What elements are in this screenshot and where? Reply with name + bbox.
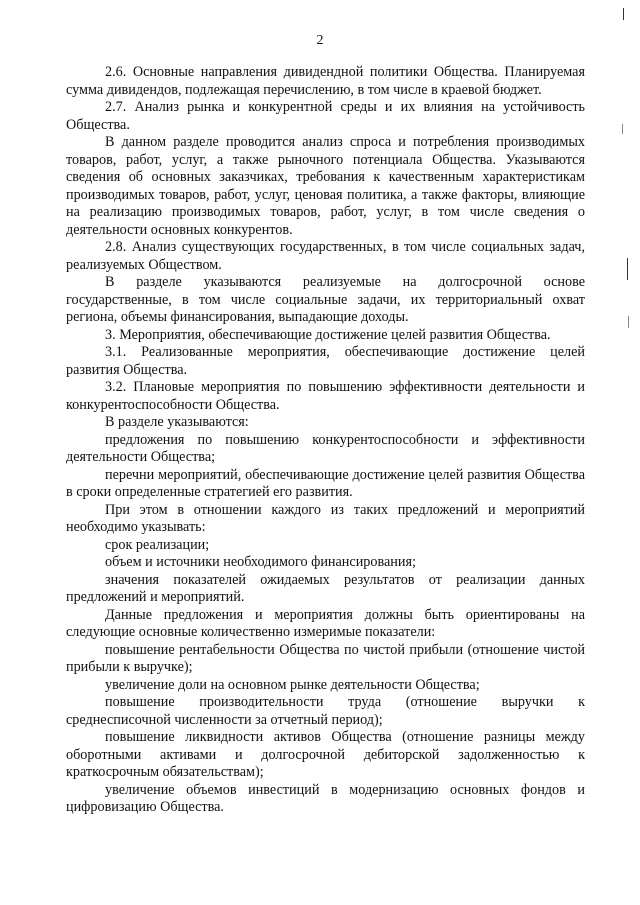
paragraph: повышение производительности труда (отношение выручки к среднесписочной численности за отчетный период); bbox=[66, 694, 585, 728]
paragraph: В разделе указываются реализуемые на долгосрочной основе государственные, в том числе социальные задачи, их территориальный охват региона, объемы финансирования, выпадающие доходы. bbox=[66, 274, 585, 325]
scan-mark bbox=[627, 258, 628, 280]
paragraph: срок реализации; bbox=[105, 536, 210, 553]
paragraph: увеличение доли на основном рынке деятельности Общества; bbox=[105, 676, 480, 693]
paragraph: 3.2. Плановые мероприятия по повышению эффективности деятельности и конкурентоспособности Общества. bbox=[66, 379, 585, 413]
paragraph: повышение ликвидности активов Общества (отношение разницы между оборотными активами и долгосрочной дебиторской задолженностью к краткосрочным обязательствам); bbox=[66, 729, 585, 780]
paragraph: При этом в отношении каждого из таких предложений и мероприятий необходимо указывать: bbox=[66, 501, 585, 535]
scan-mark bbox=[628, 316, 629, 328]
scan-mark bbox=[623, 8, 624, 20]
paragraph: 2.7. Анализ рынка и конкурентной среды и их влияния на устойчивость Общества. bbox=[66, 99, 585, 133]
paragraph: значения показателей ожидаемых результатов от реализации данных предложений и мероприятий. bbox=[66, 571, 585, 605]
paragraph: Данные предложения и мероприятия должны быть ориентированы на следующие основные количественно измеримые показатели: bbox=[66, 606, 585, 640]
paragraph: перечни мероприятий, обеспечивающие достижение целей развития Общества в сроки определенные стратегией его развития. bbox=[66, 466, 585, 500]
document-body bbox=[66, 64, 585, 817]
paragraph: В данном разделе проводится анализ спроса и потребления производимых товаров, работ, услуг, а также рыночного потенциала Общества. Указываются сведения об основных заказчиках, требования к качественным характеристикам производимых товаров, работ, услуг, ценовая политика, а также факторы, влияющие на реализацию производимых товаров, работ, услуг, в том числе сведения о деятельности основных конкурентов. bbox=[66, 134, 585, 238]
paragraph: повышение рентабельности Общества по чистой прибыли (отношение чистой прибыли к выручке); bbox=[66, 641, 585, 675]
paragraph: 2.8. Анализ существующих государственных, в том числе социальных задач, реализуемых Обществом. bbox=[66, 239, 585, 273]
page-number: 2 bbox=[316, 33, 324, 48]
paragraph: В разделе указываются: bbox=[105, 414, 249, 430]
paragraph: 3. Мероприятия, обеспечивающие достижение целей развития Общества. bbox=[105, 326, 551, 343]
paragraph: 3.1. Реализованные мероприятия, обеспечивающие достижение целей развития Общества. bbox=[66, 344, 585, 378]
paragraph: предложения по повышению конкурентоспособности и эффективности деятельности Общества; bbox=[66, 431, 585, 465]
paragraph: увеличение объемов инвестиций в модернизацию основных фондов и цифровизацию Общества. bbox=[66, 781, 585, 815]
paragraph: объем и источники необходимого финансирования; bbox=[105, 554, 416, 570]
paragraph: 2.6. Основные направления дивидендной политики Общества. Планируемая сумма дивидендов, подлежащая перечислению, в том числе в краевой бюджет. bbox=[66, 64, 585, 98]
scan-mark bbox=[622, 124, 623, 134]
